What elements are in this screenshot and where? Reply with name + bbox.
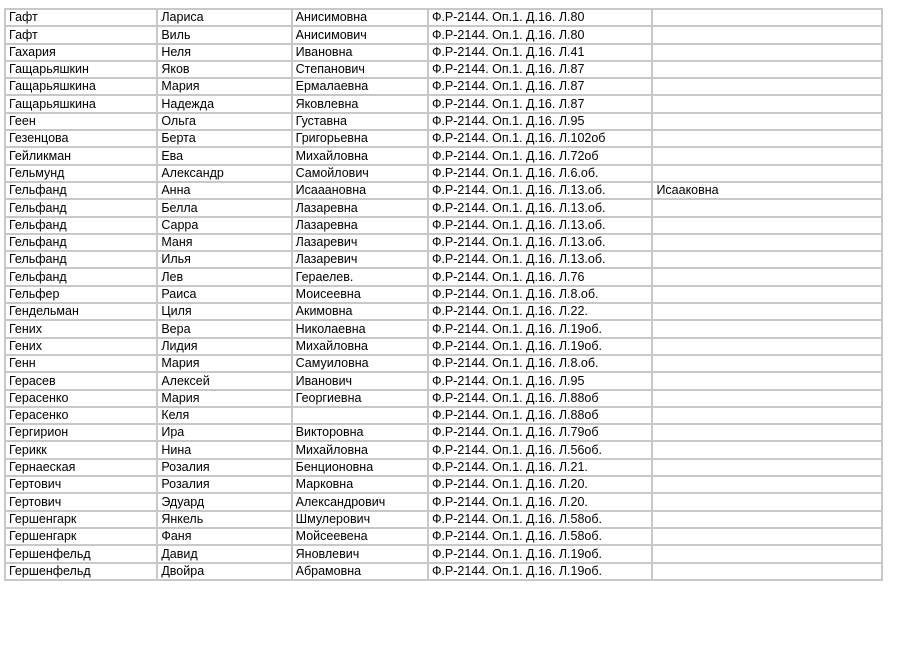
surname-cell: Гельфанд: [5, 217, 157, 234]
surname-cell: Гершенгарк: [5, 511, 157, 528]
name-cell: Нина: [157, 441, 291, 458]
note-cell: [652, 338, 882, 355]
table-row: [5, 563, 882, 580]
name-cell: Ира: [157, 424, 291, 441]
note-cell: [652, 424, 882, 441]
table-row: [5, 545, 882, 562]
note-cell: [652, 476, 882, 493]
archive-ref-cell: Ф.Р-2144. Оп.1. Д.16. Л.19об.: [428, 320, 653, 337]
name-cell: Янкель: [157, 511, 291, 528]
note-cell: [652, 78, 882, 95]
archive-ref-cell: Ф.Р-2144. Оп.1. Д.16. Л.41: [428, 44, 653, 61]
note-cell: [652, 320, 882, 337]
archive-ref-cell: Ф.Р-2144. Оп.1. Д.16. Л.87: [428, 78, 653, 95]
table-row: [5, 407, 882, 424]
patronymic-cell: Анисимович: [292, 26, 428, 43]
registry-table: [4, 8, 883, 581]
archive-ref-cell: Ф.Р-2144. Оп.1. Д.16. Л.22.: [428, 303, 653, 320]
archive-ref-cell: Ф.Р-2144. Оп.1. Д.16. Л.13.об.: [428, 199, 653, 216]
patronymic-cell: Моисеевна: [292, 286, 428, 303]
patronymic-cell: Яковлевна: [292, 95, 428, 112]
name-cell: Эдуард: [157, 493, 291, 510]
surname-cell: Гафт: [5, 26, 157, 43]
note-cell: [652, 95, 882, 112]
table-row: [5, 493, 882, 510]
table-row: [5, 355, 882, 372]
note-cell: [652, 372, 882, 389]
name-cell: Мария: [157, 390, 291, 407]
note-cell: [652, 251, 882, 268]
note-cell: [652, 199, 882, 216]
note-cell: [652, 493, 882, 510]
patronymic-cell: Шмулерович: [292, 511, 428, 528]
note-cell: [652, 563, 882, 580]
table-row: [5, 441, 882, 458]
patronymic-cell: Ивановна: [292, 44, 428, 61]
note-cell: [652, 390, 882, 407]
surname-cell: Герасев: [5, 372, 157, 389]
archive-ref-cell: Ф.Р-2144. Оп.1. Д.16. Л.20.: [428, 493, 653, 510]
patronymic-cell: Лазаревич: [292, 234, 428, 251]
table-row: [5, 26, 882, 43]
table-row: [5, 234, 882, 251]
name-cell: Лев: [157, 268, 291, 285]
name-cell: Александр: [157, 165, 291, 182]
name-cell: Розалия: [157, 459, 291, 476]
patronymic-cell: Григорьевна: [292, 130, 428, 147]
name-cell: Ольга: [157, 113, 291, 130]
surname-cell: Геен: [5, 113, 157, 130]
table-row: [5, 130, 882, 147]
surname-cell: Гезенцова: [5, 130, 157, 147]
table-row: [5, 286, 882, 303]
surname-cell: Гершенфельд: [5, 545, 157, 562]
archive-ref-cell: Ф.Р-2144. Оп.1. Д.16. Л.8.об.: [428, 355, 653, 372]
surname-cell: Герасенко: [5, 390, 157, 407]
table-row: [5, 528, 882, 545]
surname-cell: Гених: [5, 338, 157, 355]
note-cell: [652, 217, 882, 234]
archive-ref-cell: Ф.Р-2144. Оп.1. Д.16. Л.20.: [428, 476, 653, 493]
table-row: [5, 165, 882, 182]
name-cell: Раиса: [157, 286, 291, 303]
archive-ref-cell: Ф.Р-2144. Оп.1. Д.16. Л.21.: [428, 459, 653, 476]
patronymic-cell: Густавна: [292, 113, 428, 130]
archive-ref-cell: Ф.Р-2144. Оп.1. Д.16. Л.87: [428, 95, 653, 112]
archive-ref-cell: Ф.Р-2144. Оп.1. Д.16. Л.58об.: [428, 528, 653, 545]
surname-cell: Гених: [5, 320, 157, 337]
archive-ref-cell: Ф.Р-2144. Оп.1. Д.16. Л.13.об.: [428, 182, 653, 199]
patronymic-cell: Абрамовна: [292, 563, 428, 580]
note-cell: [652, 459, 882, 476]
surname-cell: Гельфанд: [5, 251, 157, 268]
name-cell: Розалия: [157, 476, 291, 493]
note-cell: [652, 113, 882, 130]
archive-ref-cell: Ф.Р-2144. Оп.1. Д.16. Л.6.об.: [428, 165, 653, 182]
note-cell: [652, 286, 882, 303]
surname-cell: Гендельман: [5, 303, 157, 320]
name-cell: Давид: [157, 545, 291, 562]
patronymic-cell: Ермалаевна: [292, 78, 428, 95]
note-cell: [652, 441, 882, 458]
note-cell: [652, 303, 882, 320]
table-row: [5, 424, 882, 441]
name-cell: Сарра: [157, 217, 291, 234]
archive-ref-cell: Ф.Р-2144. Оп.1. Д.16. Л.72об: [428, 147, 653, 164]
patronymic-cell: [292, 407, 428, 424]
surname-cell: Гершенгарк: [5, 528, 157, 545]
patronymic-cell: Гераелев.: [292, 268, 428, 285]
archive-ref-cell: Ф.Р-2144. Оп.1. Д.16. Л.79об: [428, 424, 653, 441]
surname-cell: Гельфанд: [5, 199, 157, 216]
table-row: [5, 95, 882, 112]
table-row: [5, 147, 882, 164]
patronymic-cell: Мойсеевена: [292, 528, 428, 545]
name-cell: Яков: [157, 61, 291, 78]
patronymic-cell: Михайловна: [292, 147, 428, 164]
surname-cell: Гертович: [5, 476, 157, 493]
patronymic-cell: Анисимовна: [292, 9, 428, 26]
surname-cell: Генн: [5, 355, 157, 372]
note-cell: [652, 61, 882, 78]
surname-cell: Гащарьяшкина: [5, 95, 157, 112]
name-cell: Илья: [157, 251, 291, 268]
table-row: [5, 182, 882, 199]
table-row: [5, 251, 882, 268]
table-row: [5, 9, 882, 26]
note-cell: [652, 130, 882, 147]
surname-cell: Гельфанд: [5, 268, 157, 285]
archive-ref-cell: Ф.Р-2144. Оп.1. Д.16. Л.95: [428, 372, 653, 389]
table-row: [5, 511, 882, 528]
name-cell: Неля: [157, 44, 291, 61]
archive-ref-cell: Ф.Р-2144. Оп.1. Д.16. Л.13.об.: [428, 234, 653, 251]
note-cell: [652, 268, 882, 285]
surname-cell: Гащарьяшкина: [5, 78, 157, 95]
patronymic-cell: Акимовна: [292, 303, 428, 320]
name-cell: Фаня: [157, 528, 291, 545]
patronymic-cell: Иванович: [292, 372, 428, 389]
name-cell: Лариса: [157, 9, 291, 26]
patronymic-cell: Исааановна: [292, 182, 428, 199]
table-row: [5, 338, 882, 355]
patronymic-cell: Самуиловна: [292, 355, 428, 372]
surname-cell: Гельфанд: [5, 234, 157, 251]
archive-ref-cell: Ф.Р-2144. Оп.1. Д.16. Л.56об.: [428, 441, 653, 458]
table-row: [5, 78, 882, 95]
name-cell: Белла: [157, 199, 291, 216]
note-cell: [652, 355, 882, 372]
table-row: [5, 44, 882, 61]
note-cell: [652, 44, 882, 61]
patronymic-cell: Михайловна: [292, 338, 428, 355]
note-cell: [652, 234, 882, 251]
surname-cell: Гафт: [5, 9, 157, 26]
registry-table-body: [5, 9, 882, 580]
surname-cell: Герикк: [5, 441, 157, 458]
archive-ref-cell: Ф.Р-2144. Оп.1. Д.16. Л.95: [428, 113, 653, 130]
name-cell: Мария: [157, 355, 291, 372]
name-cell: Циля: [157, 303, 291, 320]
patronymic-cell: Николаевна: [292, 320, 428, 337]
archive-ref-cell: Ф.Р-2144. Оп.1. Д.16. Л.58об.: [428, 511, 653, 528]
note-cell: [652, 147, 882, 164]
archive-ref-cell: Ф.Р-2144. Оп.1. Д.16. Л.13.об.: [428, 217, 653, 234]
patronymic-cell: Бенционовна: [292, 459, 428, 476]
archive-ref-cell: Ф.Р-2144. Оп.1. Д.16. Л.19об.: [428, 545, 653, 562]
name-cell: Маня: [157, 234, 291, 251]
name-cell: Вера: [157, 320, 291, 337]
name-cell: Двойра: [157, 563, 291, 580]
table-row: [5, 61, 882, 78]
table-row: [5, 459, 882, 476]
surname-cell: Герасенко: [5, 407, 157, 424]
note-cell: [652, 511, 882, 528]
note-cell: [652, 407, 882, 424]
note-cell: [652, 165, 882, 182]
surname-cell: Гейликман: [5, 147, 157, 164]
archive-ref-cell: Ф.Р-2144. Оп.1. Д.16. Л.80: [428, 9, 653, 26]
patronymic-cell: Самойлович: [292, 165, 428, 182]
archive-ref-cell: Ф.Р-2144. Оп.1. Д.16. Л.19об.: [428, 563, 653, 580]
surname-cell: Гершенфельд: [5, 563, 157, 580]
patronymic-cell: Марковна: [292, 476, 428, 493]
surname-cell: Гахария: [5, 44, 157, 61]
surname-cell: Гащарьяшкин: [5, 61, 157, 78]
surname-cell: Гельфанд: [5, 182, 157, 199]
patronymic-cell: Лазаревич: [292, 251, 428, 268]
surname-cell: Гертович: [5, 493, 157, 510]
surname-cell: Гернаеская: [5, 459, 157, 476]
name-cell: Ева: [157, 147, 291, 164]
surname-cell: Гергирион: [5, 424, 157, 441]
name-cell: Алексей: [157, 372, 291, 389]
name-cell: Келя: [157, 407, 291, 424]
patronymic-cell: Степанович: [292, 61, 428, 78]
name-cell: Виль: [157, 26, 291, 43]
table-row: [5, 390, 882, 407]
surname-cell: Гельмунд: [5, 165, 157, 182]
note-cell: [652, 26, 882, 43]
patronymic-cell: Михайловна: [292, 441, 428, 458]
table-row: [5, 476, 882, 493]
patronymic-cell: Викторовна: [292, 424, 428, 441]
patronymic-cell: Александрович: [292, 493, 428, 510]
note-cell: [652, 545, 882, 562]
table-row: [5, 268, 882, 285]
archive-ref-cell: Ф.Р-2144. Оп.1. Д.16. Л.87: [428, 61, 653, 78]
name-cell: Надежда: [157, 95, 291, 112]
patronymic-cell: Лазаревна: [292, 217, 428, 234]
archive-ref-cell: Ф.Р-2144. Оп.1. Д.16. Л.88об: [428, 390, 653, 407]
name-cell: Берта: [157, 130, 291, 147]
archive-ref-cell: Ф.Р-2144. Оп.1. Д.16. Л.13.об.: [428, 251, 653, 268]
table-row: [5, 320, 882, 337]
name-cell: Мария: [157, 78, 291, 95]
archive-ref-cell: Ф.Р-2144. Оп.1. Д.16. Л.19об.: [428, 338, 653, 355]
archive-ref-cell: Ф.Р-2144. Оп.1. Д.16. Л.88об: [428, 407, 653, 424]
archive-ref-cell: Ф.Р-2144. Оп.1. Д.16. Л.102об: [428, 130, 653, 147]
surname-cell: Гельфер: [5, 286, 157, 303]
archive-ref-cell: Ф.Р-2144. Оп.1. Д.16. Л.76: [428, 268, 653, 285]
document-sheet: [4, 8, 883, 581]
note-cell: Исааковна: [652, 182, 882, 199]
patronymic-cell: Лазаревна: [292, 199, 428, 216]
archive-ref-cell: Ф.Р-2144. Оп.1. Д.16. Л.80: [428, 26, 653, 43]
name-cell: Лидия: [157, 338, 291, 355]
table-row: [5, 199, 882, 216]
archive-ref-cell: Ф.Р-2144. Оп.1. Д.16. Л.8.об.: [428, 286, 653, 303]
name-cell: Анна: [157, 182, 291, 199]
patronymic-cell: Яновлевич: [292, 545, 428, 562]
table-row: [5, 303, 882, 320]
table-row: [5, 217, 882, 234]
table-row: [5, 372, 882, 389]
table-row: [5, 113, 882, 130]
patronymic-cell: Георгиевна: [292, 390, 428, 407]
note-cell: [652, 528, 882, 545]
note-cell: [652, 9, 882, 26]
